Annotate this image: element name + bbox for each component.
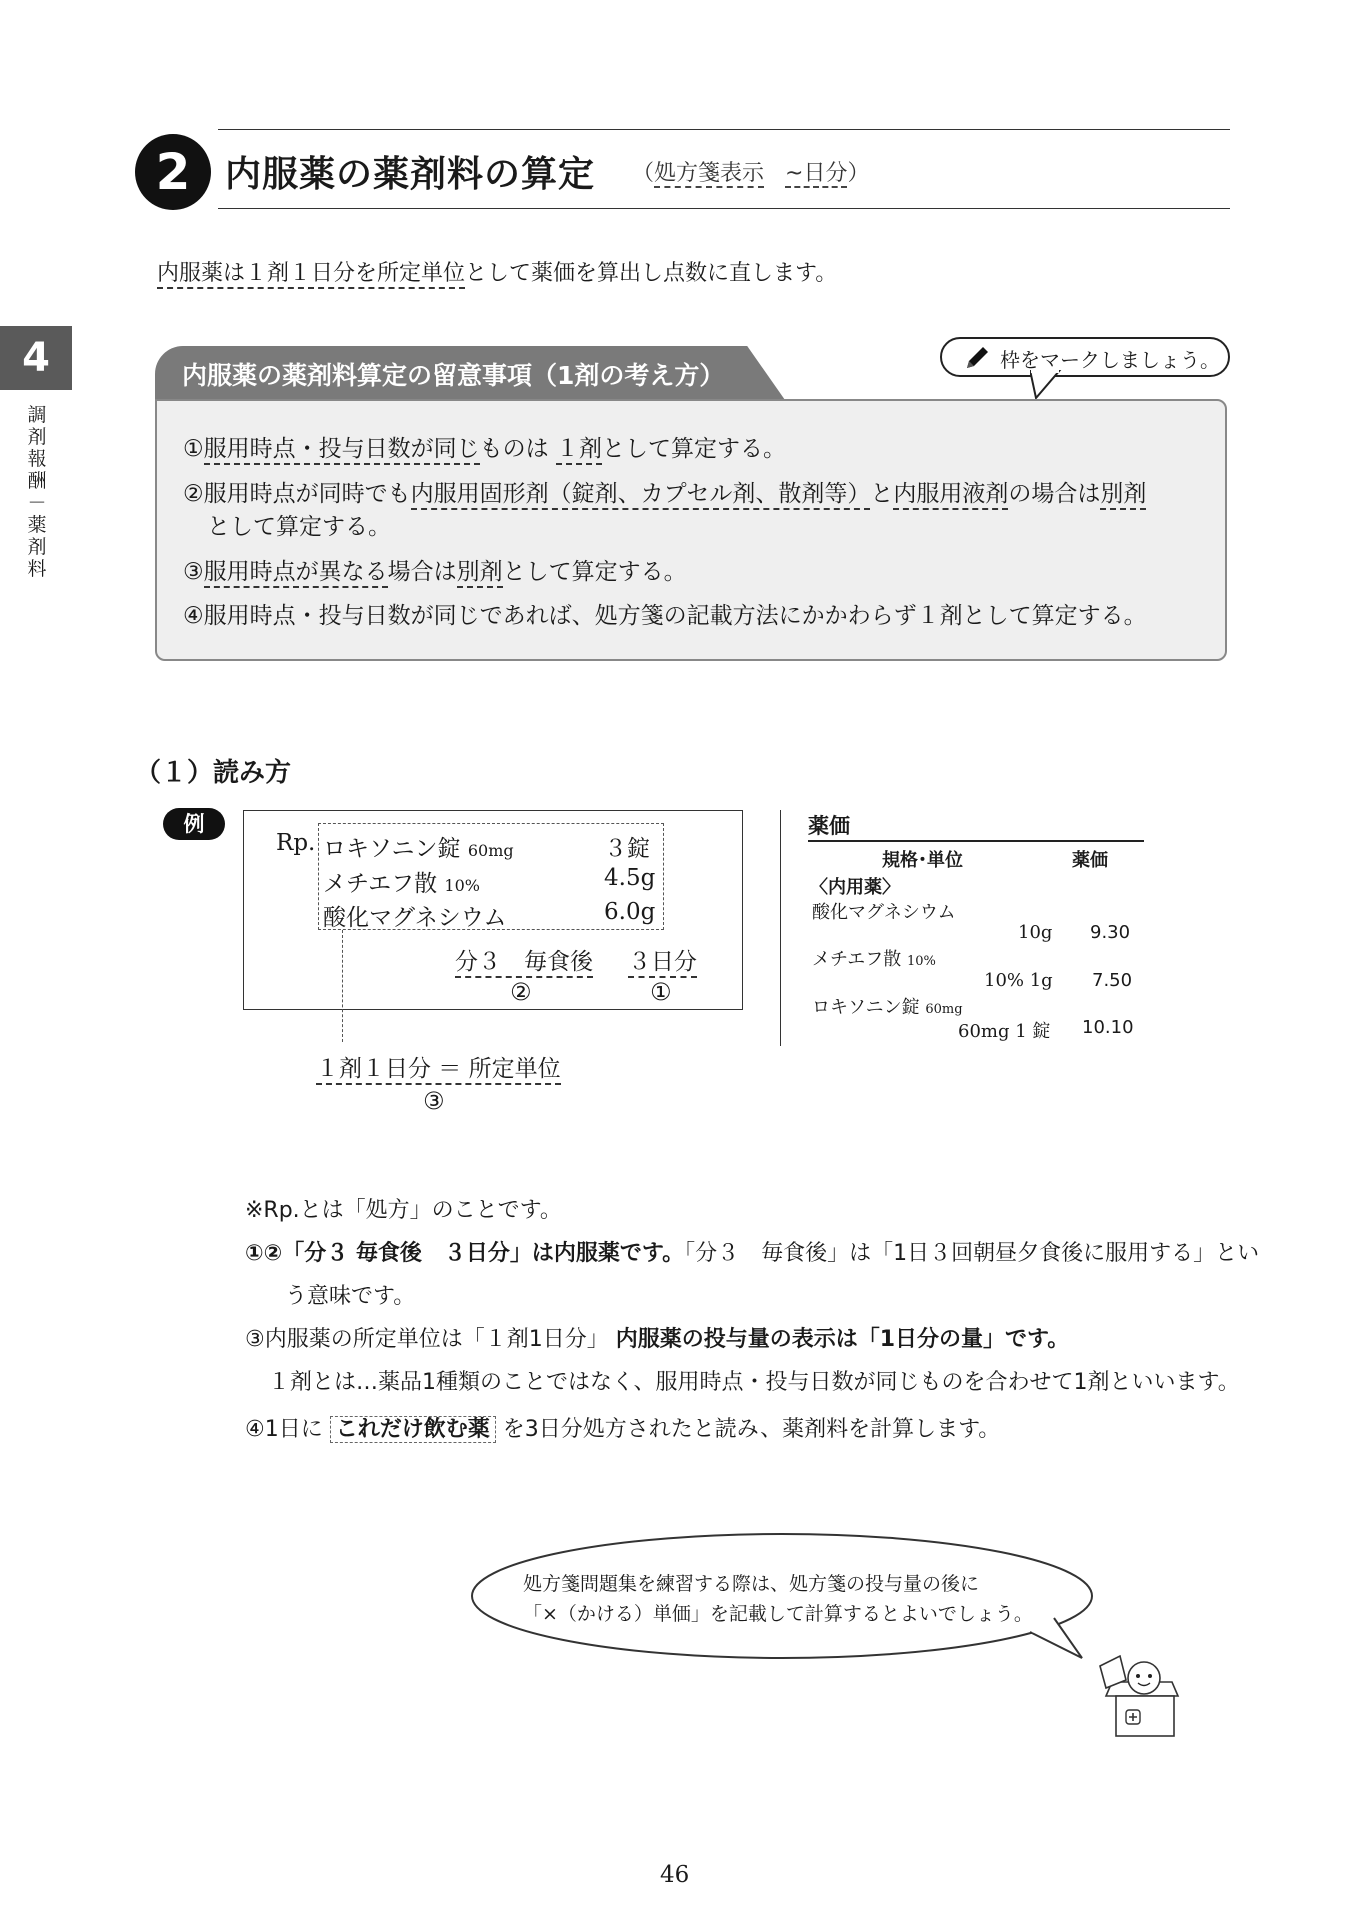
price-row-price: 10.10: [1082, 1017, 1134, 1038]
chapter-label: 調剤報酬－薬剤料: [27, 404, 47, 580]
price-row-unit: 60mg 1 錠: [958, 1021, 1051, 1042]
price-row-name: ロキソニン錠 60mg: [812, 997, 963, 1018]
header-rule-top: [218, 129, 1230, 130]
note-rp: ※Rp.とは「処方」のことです。: [245, 1198, 562, 1223]
price-divider: [780, 810, 781, 1046]
price-group: 〈内用薬〉: [810, 877, 900, 898]
section-title: 内服薬の薬剤料の算定: [225, 154, 596, 195]
header-rule-bottom: [218, 208, 1230, 209]
price-col-price: 薬価: [1072, 850, 1108, 871]
note-12: ①②「分３ 毎食後 ３日分」は内服薬です。「分３ 毎食後」は「1日３回朝昼夕食後に服用する」とい: [245, 1241, 1260, 1266]
section-subtitle: （処方箋表示 ~日分）: [632, 161, 870, 186]
notice-item-2: ②服用時点が同時でも内服用固形剤（錠剤、カプセル剤、散剤等）と内服用液剤の場合は別剤: [183, 475, 1146, 508]
price-col-spec: 規格･単位: [882, 850, 963, 871]
prescription-connector: [342, 930, 343, 1042]
pencil-icon: [963, 342, 993, 372]
rp-label: Rp.: [276, 830, 316, 856]
page-number: 46: [660, 1862, 690, 1888]
unit-label: １剤１日分 ＝ 所定単位: [316, 1050, 561, 1083]
note-12-cont: う意味です。: [285, 1284, 416, 1309]
intro-text: 内服薬は１剤１日分を所定単位として薬価を算出し点数に直します。: [157, 256, 837, 287]
chapter-tab: 4: [0, 326, 72, 390]
example-badge: 例: [163, 808, 225, 840]
price-row-name: 酸化マグネシウム: [812, 902, 956, 923]
price-row-price: 7.50: [1092, 970, 1133, 991]
dosage-text: 分３ 毎食後: [455, 943, 593, 976]
circle-1: ①: [650, 978, 672, 1006]
drug-qty: 4.5g: [604, 865, 656, 891]
notice-item-4: ④服用時点・投与日数が同じであれば、処方箋の記載方法にかかわらず１剤として算定する。: [183, 603, 1147, 629]
notice-item-3: ③服用時点が異なる場合は別剤として算定する。: [183, 553, 687, 586]
notice-item-2-cont: として算定する。: [207, 514, 391, 540]
price-title: 薬価: [808, 814, 850, 838]
price-row-price: 9.30: [1090, 922, 1131, 943]
price-row-unit: 10% 1g: [984, 970, 1053, 991]
price-row-unit: 10g: [1018, 922, 1053, 943]
note-3-detail: １剤とは…薬品1種類のことではなく、服用時点・投与日数が同じものを合わせて1剤といいます。: [268, 1370, 1240, 1395]
price-row-name: メチエフ散 10%: [812, 949, 936, 970]
drug-name: 酸化マグネシウム: [323, 905, 507, 931]
price-header-rule: [808, 840, 1144, 842]
drug-name: メチエフ散 10%: [323, 871, 480, 897]
note-4: ④1日に これだけ飲む薬 を3日分処方されたと読み、薬剤料を計算します。: [245, 1417, 1001, 1442]
notice-title: 内服薬の薬剤料算定の留意事項（1剤の考え方）: [182, 361, 725, 390]
bubble-tail-icon: [1030, 370, 1070, 400]
days-text: ３日分: [628, 943, 697, 976]
mascot-icon: [1092, 1652, 1192, 1742]
drug-name: ロキソニン錠 60mg: [323, 836, 514, 862]
note-3: ③内服薬の所定単位は「１剤1日分」 内服薬の投与量の表示は「1日分の量」です。: [245, 1327, 1070, 1352]
reading-title: （１）読み方: [135, 758, 292, 788]
mark-hint-text: 枠をマークしましょう。: [1000, 348, 1220, 372]
section-number: 2: [135, 134, 211, 210]
circle-2: ②: [510, 978, 532, 1006]
notice-item-1: ①服用時点・投与日数が同じものは １剤として算定する。: [183, 430, 786, 463]
drug-qty: ３錠: [604, 836, 650, 862]
circle-3: ③: [423, 1087, 445, 1115]
drug-qty: 6.0g: [604, 899, 656, 925]
tip-text: 処方箋問題集を練習する際は、処方箋の投与量の後に 「×（かける）単価」を記載して計算するとよいでしょう。: [523, 1573, 1033, 1625]
